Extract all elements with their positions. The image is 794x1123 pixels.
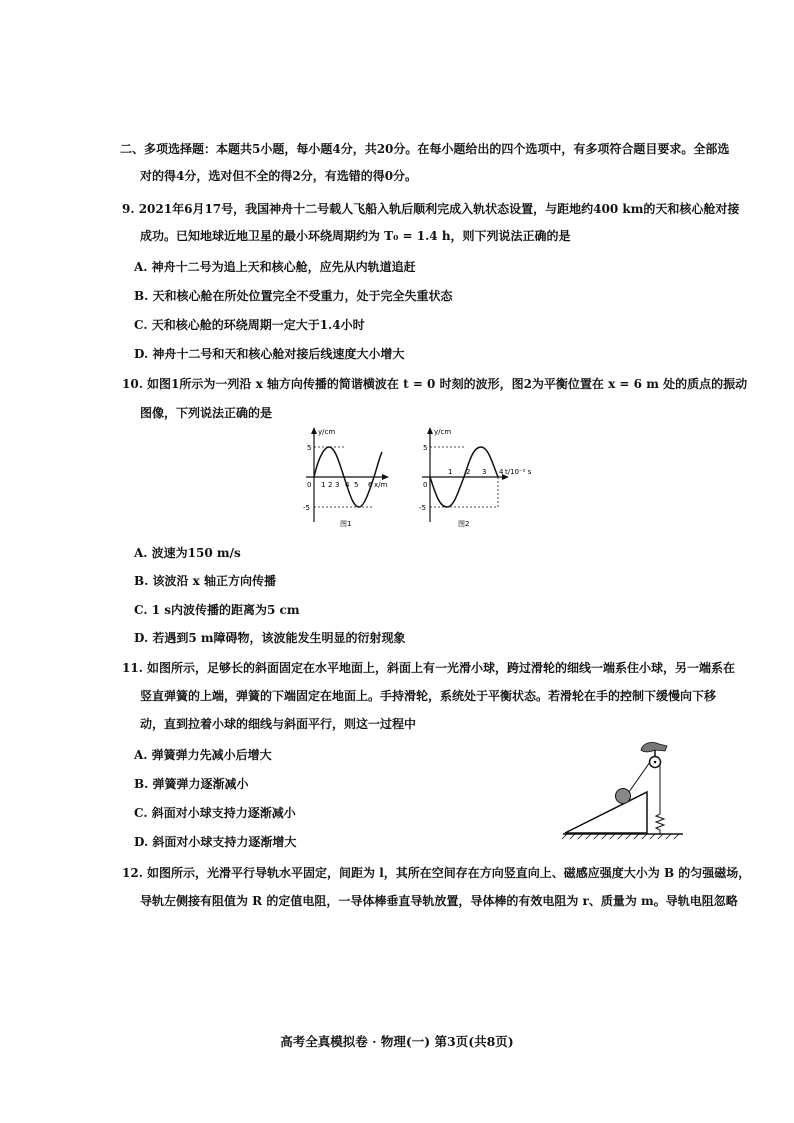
vibration-figure-2 — [408, 424, 538, 530]
fig1-origin-label: 0 — [307, 481, 312, 489]
section-2-line-2: 对的得4分，选对但不全的得2分，有选错的得0分。 — [140, 169, 418, 183]
fig1-y-top-label: 5 — [307, 444, 312, 452]
question-10-option-a[interactable]: A. 波速为150 m/s — [134, 546, 241, 560]
question-11-option-d[interactable]: D. 斜面对小球支持力逐渐增大 — [134, 835, 297, 849]
incline-pulley-figure — [555, 738, 690, 840]
incline-wedge — [565, 792, 647, 833]
vertical-spring — [656, 814, 664, 834]
question-10-option-c[interactable]: C. 1 s内波传播的距离为5 cm — [134, 603, 300, 617]
question-11-stem-line-3: 动，直到拉着小球的细线与斜面平行，则这一过程中 — [140, 717, 417, 731]
question-10-option-b[interactable]: B. 该波沿 x 轴正方向传播 — [134, 574, 277, 588]
fig2-origin-label: 0 — [423, 481, 428, 489]
pulley-axle — [654, 761, 657, 764]
fig2-y-top-label: 5 — [423, 444, 428, 452]
question-11-stem-line-2: 竖直弹簧的上端，弹簧的下端固定在地面上。手持滑轮，系统处于平衡状态。若滑轮在手的控制下缓慢向下移 — [140, 689, 717, 703]
fig1-y-bottom-label: -5 — [303, 504, 310, 512]
question-9-option-b[interactable]: B. 天和核心舱在所处位置完全不受重力，处于完全失重状态 — [134, 289, 453, 303]
fig2-xtick-4: 4 — [499, 468, 504, 476]
question-9-option-a[interactable]: A. 神舟十二号为追上天和核心舱，应先从内轨道追赶 — [134, 260, 416, 274]
question-11-option-b[interactable]: B. 弹簧弹力逐渐减小 — [134, 777, 249, 791]
fig1-xtick-6: 6 — [368, 481, 373, 489]
fig1-x-arrow — [382, 474, 389, 480]
fig2-xtick-1: 1 — [448, 468, 453, 476]
wave-figure-1 — [290, 424, 390, 530]
string-to-ball — [629, 762, 650, 792]
question-11-option-a[interactable]: A. 弹簧弹力先减小后增大 — [134, 748, 272, 762]
question-12-stem-line-1: 12. 如图所示，光滑平行导轨水平固定，间距为 l，其所在空间存在方向竖直向上、磁感应强度大小为 B 的匀强磁场， — [122, 866, 751, 880]
question-11-option-c[interactable]: C. 斜面对小球支持力逐渐减小 — [134, 806, 296, 820]
fig2-y-label: y/cm — [434, 428, 452, 436]
hand-icon — [641, 742, 667, 751]
fig1-caption: 图1 — [340, 520, 352, 528]
fig2-x-label: t/10⁻² s — [505, 468, 532, 476]
fig2-xtick-3: 3 — [482, 468, 487, 476]
question-10-option-d[interactable]: D. 若遇到5 m障碍物，该波能发生明显的衍射现象 — [134, 631, 406, 645]
fig1-xtick-2: 2 — [328, 481, 333, 489]
fig2-y-bottom-label: -5 — [419, 504, 426, 512]
small-ball — [616, 789, 631, 804]
fig1-y-arrow — [311, 427, 317, 434]
fig1-xtick-5: 5 — [354, 481, 359, 489]
fig2-caption: 图2 — [458, 520, 470, 528]
section-2-line-1: 二、多项选择题：本题共5小题，每小题4分，共20分。在每小题给出的四个选项中，有多项符合题目要求。全部选 — [120, 142, 730, 156]
question-9-stem-line-2: 成功。已知地球近地卫星的最小环绕周期约为 T₀ = 1.4 h，则下列说法正确的是 — [140, 229, 571, 243]
fig1-xtick-4: 4 — [345, 481, 350, 489]
fig1-y-label: y/cm — [318, 428, 336, 436]
question-10-stem-line-1: 10. 如图1所示为一列沿 x 轴方向传播的简谐横波在 t = 0 时刻的波形，图2为平衡位置在 x = 6 m 处的质点的振动 — [122, 377, 748, 391]
question-9-option-c[interactable]: C. 天和核心舱的环绕周期一定大于1.4小时 — [134, 318, 365, 332]
question-11-stem-line-1: 11. 如图所示，足够长的斜面固定在水平地面上，斜面上有一光滑小球，跨过滑轮的细线一端系住小球，另一端系在 — [122, 661, 736, 675]
question-9-stem-line-1: 9. 2021年6月17号，我国神舟十二号载人飞船入轨后顺利完成入轨状态设置，与距地约400 km的天和核心舱对接 — [122, 202, 740, 216]
question-10-stem-line-2: 图像，下列说法正确的是 — [140, 406, 273, 420]
question-9-option-d[interactable]: D. 神舟十二号和天和核心舱对接后线速度大小增大 — [134, 347, 405, 361]
page-footer: 高考全真模拟卷 · 物理(一) 第3页(共8页) — [280, 1034, 514, 1049]
fig1-xtick-3: 3 — [335, 481, 340, 489]
fig2-y-arrow — [427, 427, 433, 434]
fig1-xtick-1: 1 — [321, 481, 326, 489]
fig2-xtick-2: 2 — [466, 468, 471, 476]
question-12-stem-line-2: 导轨左侧接有阻值为 R 的定值电阻，一导体棒垂直导轨放置，导体棒的有效电阻为 r、质量为 m。导轨电阻忽略 — [140, 894, 738, 908]
fig1-x-label: x/m — [374, 481, 388, 489]
